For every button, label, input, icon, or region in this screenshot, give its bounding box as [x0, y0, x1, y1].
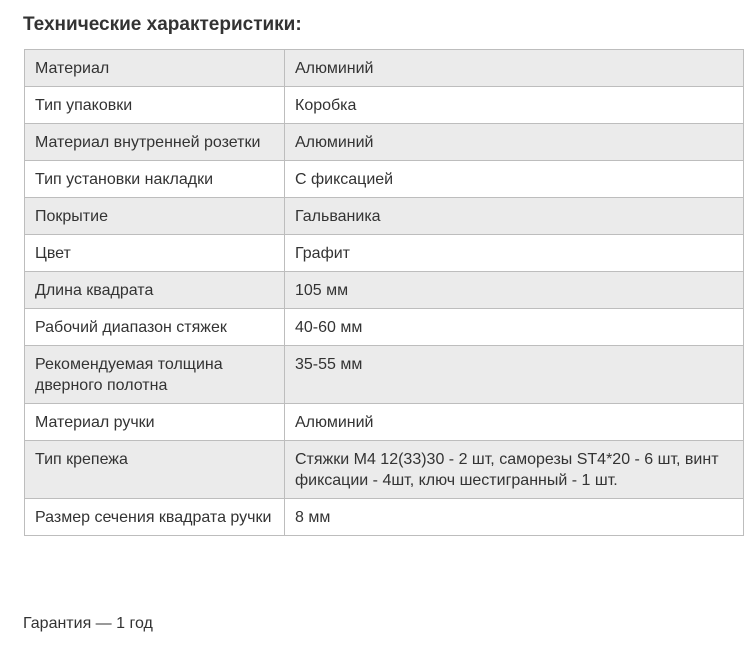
table-row	[25, 346, 744, 404]
spec-value: Алюминий	[285, 404, 744, 441]
spec-value: Стяжки М4 12(33)30 - 2 шт, саморезы ST4*20 - 6 шт, винт фиксации - 4шт, ключ шестигранный - 1 шт.	[285, 441, 744, 499]
spec-key: Размер сечения квадрата ручки	[25, 499, 285, 536]
spec-value: Алюминий	[285, 124, 744, 161]
table-row	[25, 198, 744, 235]
spec-value: 105 мм	[285, 272, 744, 309]
table-row	[25, 50, 744, 87]
table-row	[25, 272, 744, 309]
spec-key: Материал ручки	[25, 404, 285, 441]
spec-key: Рабочий диапазон стяжек	[25, 309, 285, 346]
table-row	[25, 124, 744, 161]
table-row	[25, 441, 744, 499]
spec-value: Алюминий	[285, 50, 744, 87]
spec-value: С фиксацией	[285, 161, 744, 198]
table-row	[25, 404, 744, 441]
spec-key: Материал	[25, 50, 285, 87]
warranty-text: Гарантия — 1 год	[23, 615, 153, 632]
spec-key: Тип крепежа	[25, 441, 285, 499]
spec-value: 40-60 мм	[285, 309, 744, 346]
spec-value: Коробка	[285, 87, 744, 124]
table-row	[25, 499, 744, 536]
table-row	[25, 87, 744, 124]
table-row	[25, 309, 744, 346]
spec-value: Графит	[285, 235, 744, 272]
spec-key: Тип упаковки	[25, 87, 285, 124]
table-row	[25, 235, 744, 272]
spec-value: Гальваника	[285, 198, 744, 235]
spec-key: Тип установки накладки	[25, 161, 285, 198]
spec-value: 8 мм	[285, 499, 744, 536]
page-title: Технические характеристики:	[23, 14, 302, 35]
spec-key: Длина квадрата	[25, 272, 285, 309]
spec-key: Покрытие	[25, 198, 285, 235]
table-row	[25, 161, 744, 198]
spec-key: Цвет	[25, 235, 285, 272]
spec-value: 35-55 мм	[285, 346, 744, 404]
specs-table	[24, 49, 744, 536]
spec-key: Материал внутренней розетки	[25, 124, 285, 161]
spec-key: Рекомендуемая толщина дверного полотна	[25, 346, 285, 404]
